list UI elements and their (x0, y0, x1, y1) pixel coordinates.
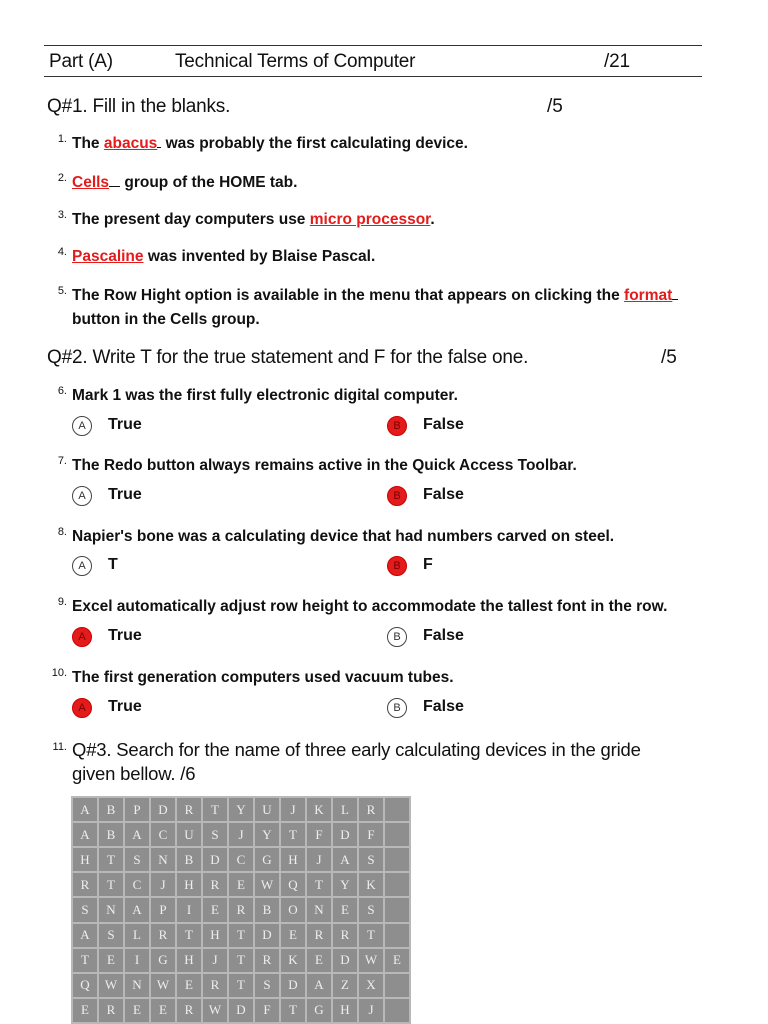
grid-cell: R (177, 999, 201, 1022)
grid-cell: L (333, 798, 357, 821)
grid-cell (385, 798, 409, 821)
grid-cell: C (229, 848, 253, 871)
grid-cell: K (307, 798, 331, 821)
grid-cell: D (255, 924, 279, 947)
option-b-bubble[interactable]: B (387, 698, 407, 718)
grid-cell: E (281, 924, 305, 947)
grid-cell: J (359, 999, 383, 1022)
grid-cell: G (307, 999, 331, 1022)
grid-cell: D (229, 999, 253, 1022)
grid-cell: S (359, 898, 383, 921)
grid-cell: E (333, 898, 357, 921)
grid-cell: J (203, 949, 227, 972)
grid-cell: J (307, 848, 331, 871)
grid-cell: A (73, 924, 97, 947)
item-number: 2. (57, 172, 67, 184)
q2-marks: /5 (661, 347, 677, 368)
option-a-bubble-selected[interactable]: A (72, 627, 92, 647)
grid-cell: Q (73, 974, 97, 997)
part-label: Part (A) (49, 51, 113, 72)
grid-cell: W (99, 974, 123, 997)
grid-cell: W (255, 873, 279, 896)
option-b-bubble-selected[interactable]: B (387, 486, 407, 506)
grid-cell: H (177, 949, 201, 972)
grid-cell (385, 873, 409, 896)
grid-cell: U (255, 798, 279, 821)
grid-cell: D (333, 949, 357, 972)
grid-cell: I (125, 949, 149, 972)
grid-cell (385, 823, 409, 846)
grid-cell: F (307, 823, 331, 846)
grid-cell: E (73, 999, 97, 1022)
grid-cell: C (151, 823, 175, 846)
answer: micro processor (309, 211, 431, 228)
option-b-bubble-selected[interactable]: B (387, 416, 407, 436)
grid-cell: S (359, 848, 383, 871)
grid-cell: S (203, 823, 227, 846)
grid-cell: A (125, 823, 149, 846)
grid-cell: G (151, 949, 175, 972)
grid-cell: Z (333, 974, 357, 997)
grid-cell: S (73, 898, 97, 921)
grid-cell: E (151, 999, 175, 1022)
grid-cell: F (255, 999, 279, 1022)
grid-cell: T (203, 798, 227, 821)
grid-cell: E (307, 949, 331, 972)
grid-cell: E (229, 873, 253, 896)
option-b-bubble[interactable]: B (387, 627, 407, 647)
grid-cell: E (125, 999, 149, 1022)
answer: abacus (103, 135, 158, 152)
grid-cell: F (359, 823, 383, 846)
grid-cell: A (307, 974, 331, 997)
q3-heading: Q#3. Search for the name of three early calculating devices in the gride (72, 739, 641, 760)
grid-cell: B (255, 898, 279, 921)
grid-cell: E (177, 974, 201, 997)
grid-cell: E (203, 898, 227, 921)
grid-cell: T (229, 974, 253, 997)
grid-cell: N (151, 848, 175, 871)
grid-cell: T (281, 823, 305, 846)
grid-cell: H (177, 873, 201, 896)
option-a-bubble[interactable]: A (72, 556, 92, 576)
grid-cell: Y (229, 798, 253, 821)
grid-cell: E (99, 949, 123, 972)
grid-cell (385, 999, 409, 1022)
grid-cell: R (255, 949, 279, 972)
grid-cell: B (99, 798, 123, 821)
grid-cell: T (307, 873, 331, 896)
grid-cell: J (281, 798, 305, 821)
grid-cell: T (99, 873, 123, 896)
grid-cell (385, 898, 409, 921)
q2-heading: Q#2. Write T for the true statement and F for the false one. (47, 347, 529, 368)
grid-cell: R (203, 873, 227, 896)
grid-cell: A (73, 798, 97, 821)
answer: Pascaline (72, 248, 144, 265)
total-score: /21 (604, 51, 630, 72)
grid-cell: S (255, 974, 279, 997)
grid-cell: W (359, 949, 383, 972)
q1-marks: /5 (547, 96, 563, 117)
grid-cell: A (333, 848, 357, 871)
grid-cell (385, 848, 409, 871)
grid-cell: J (151, 873, 175, 896)
grid-cell: S (99, 924, 123, 947)
q1-heading: Q#1. Fill in the blanks. (47, 96, 231, 117)
option-a-bubble[interactable]: A (72, 416, 92, 436)
option-b-bubble-selected[interactable]: B (387, 556, 407, 576)
grid-cell: H (333, 999, 357, 1022)
grid-cell: R (203, 974, 227, 997)
section-header (44, 45, 702, 77)
grid-cell: D (333, 823, 357, 846)
grid-cell: T (99, 848, 123, 871)
grid-cell (385, 974, 409, 997)
grid-cell: R (359, 798, 383, 821)
grid-cell: P (125, 798, 149, 821)
grid-cell: K (359, 873, 383, 896)
grid-cell: W (151, 974, 175, 997)
item-number: 1. (57, 133, 67, 145)
grid-cell: G (255, 848, 279, 871)
grid-cell: H (281, 848, 305, 871)
grid-cell: L (125, 924, 149, 947)
grid-cell: X (359, 974, 383, 997)
grid-cell: Y (333, 873, 357, 896)
grid-cell: P (151, 898, 175, 921)
grid-cell: W (203, 999, 227, 1022)
grid-cell: R (151, 924, 175, 947)
grid-cell: O (281, 898, 305, 921)
grid-cell: E (385, 949, 409, 972)
option-a-bubble-selected[interactable]: A (72, 698, 92, 718)
grid-cell: H (73, 848, 97, 871)
grid-cell: N (99, 898, 123, 921)
grid-cell: R (73, 873, 97, 896)
grid-cell: T (281, 999, 305, 1022)
answer: Cells (72, 174, 110, 191)
grid-cell: N (125, 974, 149, 997)
grid-cell: R (307, 924, 331, 947)
item-number: 4. (57, 246, 67, 258)
grid-cell (385, 924, 409, 947)
q3-heading-line2: given bellow. /6 (72, 763, 196, 784)
grid-cell: T (73, 949, 97, 972)
grid-cell: B (99, 823, 123, 846)
option-a-bubble[interactable]: A (72, 486, 92, 506)
grid-cell: Q (281, 873, 305, 896)
grid-cell: A (73, 823, 97, 846)
grid-cell: H (203, 924, 227, 947)
section-title: Technical Terms of Computer (175, 51, 416, 72)
grid-cell: T (177, 924, 201, 947)
answer: format (624, 287, 673, 304)
word-search-grid (71, 796, 411, 1024)
grid-cell: R (229, 898, 253, 921)
item-number: 5. (57, 285, 67, 297)
grid-cell: U (177, 823, 201, 846)
grid-cell: B (177, 848, 201, 871)
grid-cell: R (177, 798, 201, 821)
grid-cell: T (229, 949, 253, 972)
grid-cell: J (229, 823, 253, 846)
grid-cell: D (281, 974, 305, 997)
grid-cell: I (177, 898, 201, 921)
grid-cell: D (151, 798, 175, 821)
grid-cell: C (125, 873, 149, 896)
grid-cell: R (99, 999, 123, 1022)
grid-cell: T (359, 924, 383, 947)
item-number: 3. (57, 209, 67, 221)
grid-cell: D (203, 848, 227, 871)
grid-cell: R (333, 924, 357, 947)
grid-cell: Y (255, 823, 279, 846)
grid-cell: A (125, 898, 149, 921)
grid-cell: N (307, 898, 331, 921)
grid-cell: S (125, 848, 149, 871)
grid-cell: K (281, 949, 305, 972)
grid-cell: T (229, 924, 253, 947)
